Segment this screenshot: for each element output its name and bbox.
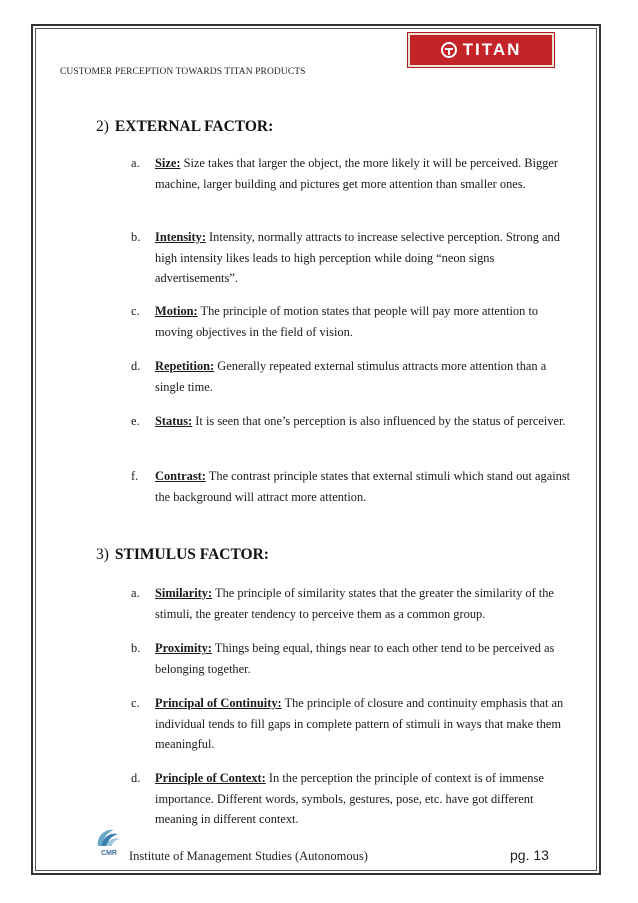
titan-logo — [408, 33, 554, 67]
item-text: The principle of similarity states that the greater the similarity of the stimuli, the greater tendency to perceive them as a common group. — [155, 586, 554, 621]
item-text: Intensity, normally attracts to increase selective perception. Strong and high intensity likes leads to high perception while doing “neon signs advertisements”. — [155, 230, 560, 285]
term: Intensity: — [155, 230, 206, 244]
item-text: Things being equal, things near to each other tend to be perceived as belonging together. — [155, 641, 555, 676]
titan-logo-text: TITAN — [462, 40, 522, 59]
term: Size: — [155, 156, 181, 170]
list-item-similarity — [131, 583, 571, 624]
footer-institute: Institute of Management Studies (Autonomous) — [129, 849, 368, 863]
list-marker: d. — [131, 771, 141, 785]
list-marker: b. — [131, 230, 141, 244]
term: Repetition: — [155, 359, 215, 373]
list-item-contrast — [131, 466, 571, 507]
term: Proximity: — [155, 641, 212, 655]
list-item-context — [131, 768, 571, 830]
section-title: STIMULUS FACTOR: — [114, 546, 269, 563]
titan-logo-icon — [441, 42, 457, 58]
item-text: The principle of closure and continuity emphasis that an individual tends to fill gaps in complete pattern of stimuli in ways that make them meaningful. — [155, 696, 564, 751]
section-heading-stimulus-factor — [96, 546, 269, 564]
list-marker: d. — [131, 359, 141, 373]
list-marker: b. — [131, 641, 141, 655]
section-title: EXTERNAL FACTOR: — [114, 118, 274, 135]
list-marker: c. — [131, 696, 140, 710]
list-marker: e. — [131, 414, 140, 428]
item-text: Size takes that larger the object, the more likely it will be perceived. Bigger machine, larger building and pictures get more attention than smaller ones. — [155, 156, 559, 191]
list-marker: f. — [131, 469, 139, 483]
item-text: It is seen that one’s perception is also influenced by the status of perceiver. — [192, 414, 566, 428]
list-marker: a. — [131, 156, 140, 170]
list-item-continuity — [131, 693, 571, 755]
item-text: The contrast principle states that external stimuli which stand out against the background will attract more attention. — [155, 469, 571, 504]
term: Principal of Continuity: — [155, 696, 282, 710]
section-number: 3) — [96, 546, 109, 563]
term: Motion: — [155, 304, 198, 318]
cmr-logo — [92, 824, 126, 858]
section-number: 2) — [96, 118, 109, 135]
list-item-intensity — [131, 227, 571, 289]
list-item-status — [131, 411, 571, 432]
list-item-proximity — [131, 638, 571, 679]
running-header: CUSTOMER PERCEPTION TOWARDS TITAN PRODUCTS — [60, 67, 306, 77]
list-item-size — [131, 153, 571, 194]
list-marker: a. — [131, 586, 140, 600]
section-heading-external-factor — [96, 118, 273, 136]
item-text: The principle of motion states that people will pay more attention to moving objectives in the field of vision. — [155, 304, 539, 339]
term: Status: — [155, 414, 193, 428]
term: Similarity: — [155, 586, 213, 600]
term: Contrast: — [155, 469, 206, 483]
term: Principle of Context: — [155, 771, 266, 785]
cmr-logo-text: CMR — [101, 850, 117, 857]
item-text: Generally repeated external stimulus attracts more attention than a single time. — [155, 359, 547, 394]
item-text: In the perception the principle of context is of immense importance. Different words, symbols, gestures, pose, etc. have got different meaning in different context. — [155, 771, 544, 826]
page-number: pg. 13 — [510, 847, 549, 863]
list-item-repetition — [131, 356, 571, 397]
list-item-motion — [131, 301, 571, 342]
list-marker: c. — [131, 304, 140, 318]
